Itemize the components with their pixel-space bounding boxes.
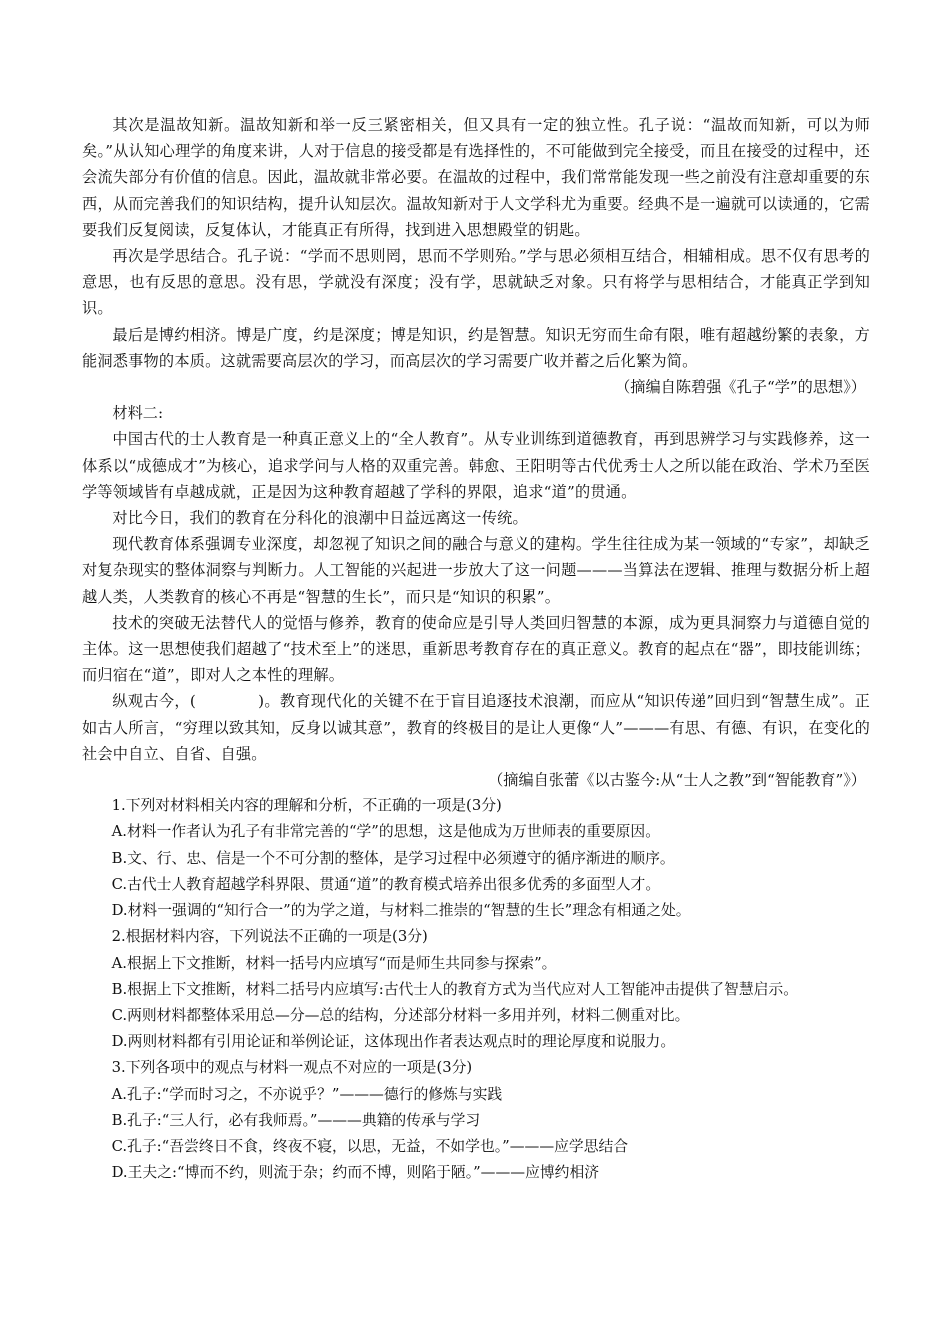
question-option: B.根据上下文推断，材料二括号内应填写:古代士人的教育方式为当代应对人工智能冲击提供了智慧启示。 [111,980,799,998]
question-option: C.古代士人教育超越学科界限、贯通“道”的教育模式培养出很多优秀的多面型人才。 [111,875,661,893]
material-two-paragraph-1: 中国古代的士人教育是一种真正意义上的“全人教育”。从专业训练到道德教育，再到思辨学习与实践修养，这一体系以“成德成才”为核心，追求学问与人格的双重完善。韩愈、王阳明等古代优秀士人之所以能在政治、学术乃至医学等领域皆有卓越成就，正是因为这种教育超越了学科的界限，追求“道”的贯通。 [82,430,870,501]
question-option: A.孔子:“学而时习之，不亦说乎？”———德行的修炼与实践 [111,1085,503,1103]
question-option: B.孔子:“三人行，必有我师焉。”———典籍的传承与学习 [111,1111,481,1129]
material-one-source: （摘编自陈碧强《孔子“学”的思想》） [615,378,866,397]
material-two-label: 材料二: [112,404,164,423]
question-option: D.两则材料都有引用论证和举例论证，这体现出作者表达观点时的理论厚度和说服力。 [111,1033,676,1051]
question-option: C.两则材料都整体采用总—分—总的结构，分述部分材料一多用并列，材料二侧重对比。 [111,1006,690,1024]
question-2 [82,924,870,1055]
question-option: A.材料一作者认为孔子有非常完善的“学”的思想，这是他成为万世师表的重要原因。 [111,823,661,841]
question-option: B.文、行、忠、信是一个不可分割的整体，是学习过程中必须遵守的循序渐进的顺序。 [111,849,675,867]
material-two-paragraph-4: 技术的突破无法替代人的觉悟与修养，教育的使命应是引导人类回归智慧的本源，成为更具洞察力与道德自觉的主体。这一思想使我们超越了“技术至上”的迷思，重新思考教育存在的真正意义。教育的起点在“器”，即技能训练；而归宿在“道”，即对人之本性的理解。 [82,613,870,685]
question-option: A.根据上下文推断，材料一括号内应填写“而是师生共同参与探索”。 [111,954,557,972]
material-two-paragraph-5: 纵观古今，( )。教育现代化的关键不在于盲目追逐技术浪潮，而应从“知识传递”回归到“智慧生成”。正如古人所言，“穷理以致其知，反身以诚其意”，教育的终极目的是让人更像“人”———有思、有德、有识，在变化的社会中自立、自省、自强。 [82,692,870,763]
material-two-source: （摘编自张蕾《以古鉴今:从“士人之教”到“智能教育”》） [488,771,866,790]
material-one-paragraph-3: 最后是博约相济。博是广度，约是深度；博是知识，约是智慧。知识无穷而生命有限，唯有超越纷繁的表象，方能洞悉事物的本质。这就需要高层次的学习，而高层次的学习需要广收并蓄之后化繁为简。 [82,325,870,370]
question-option: C.孔子:“吾尝终日不食，终夜不寝，以思，无益，不如学也。”———应学思结合 [111,1137,629,1155]
question-option: D.王夫之:“博而不约，则流于杂；约而不博，则陷于陋。”———应博约相济 [111,1164,600,1182]
question-stem: 1.下列对材料相关内容的理解和分析，不正确的一项是(3分) [111,797,502,815]
question-option: D.材料一强调的“知行合一”的为学之道，与材料二推崇的“智慧的生长”理念有相通之处。 [111,902,691,920]
material-two-paragraph-3: 现代教育体系强调专业深度，却忽视了知识之间的融合与意义的建构。学生往往成为某一领域的“专家”，却缺乏对复杂现实的整体洞察与判断力。人工智能的兴起进一步放大了这一问题———当算法在逻辑、推理与数据分析上超越人类，人类教育的核心不再是“智慧的生长”，而只是“知识的积累”。 [82,535,870,606]
material-one-paragraph-2: 再次是学思结合。孔子说：“学而不思则罔，思而不学则殆。”学与思必须相互结合，相辅相成。思不仅有思考的意思，也有反思的意思。没有思，学就没有深度；没有学，思就缺乏对象。只有将学与思相结合，才能真正学到知识。 [82,247,870,318]
question-3 [82,1055,870,1186]
question-1 [82,793,870,924]
question-stem: 3.下列各项中的观点与材料一观点不对应的一项是(3分) [111,1059,473,1077]
material-one-paragraph-1: 其次是温故知新。温故知新和举一反三紧密相关，但又具有一定的独立性。孔子说：“温故而知新，可以为师矣。”从认知心理学的角度来讲，人对于信息的接受都是有选择性的，不可能做到完全接受，而且在接受的过程中，还会流失部分有价值的信息。因此，温故就非常必要。在温故的过程中，我们常常能发现一些之前没有注意却重要的东西，从而完善我们的知识结构，提升认知层次。温故知新对于人文学科尤为重要。经典不是一遍就可以读通的，它需要我们反复阅读，反复体认，才能真正有所得，找到进入思想殿堂的钥匙。 [82,116,870,239]
question-stem: 2.根据材料内容，下列说法不正确的一项是(3分) [111,928,428,946]
material-two-paragraph-2: 对比今日，我们的教育在分科化的浪潮中日益远离这一传统。 [112,509,528,528]
